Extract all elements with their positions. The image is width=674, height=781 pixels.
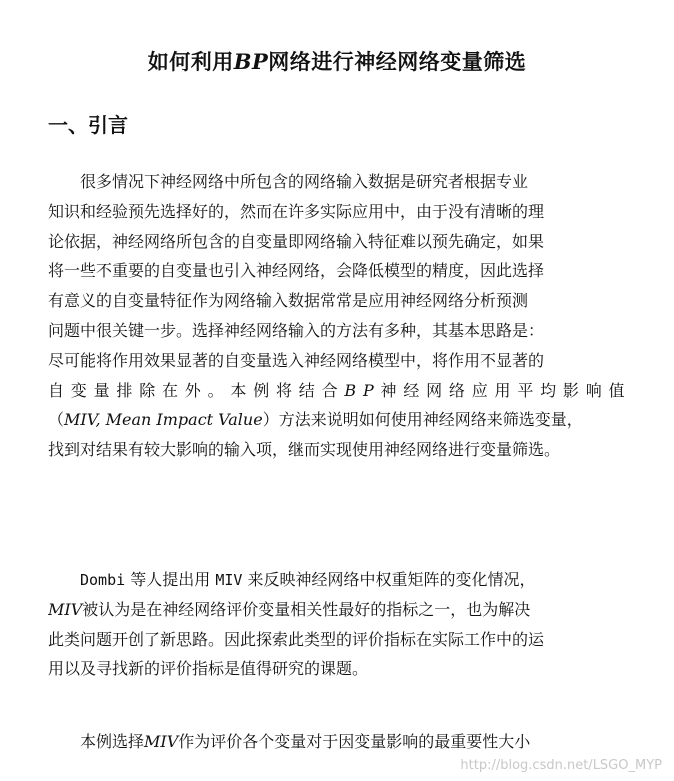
title-suffix: 网络进行神经网络变量筛选	[268, 50, 527, 74]
line-text: 本例选择	[80, 732, 145, 751]
paragraph-line: 很多情况下神经网络中所包含的网络输入数据是研究者根据专业	[80, 172, 529, 191]
paragraph-line	[48, 565, 634, 595]
line-text: 等人提出用	[125, 570, 216, 589]
paragraph-line	[48, 595, 634, 625]
paragraph-line	[48, 405, 634, 435]
paragraph-line: 知识和经验预先选择好的，然而在许多实际应用中，由于没有清晰的理	[48, 201, 545, 221]
paragraph-2	[48, 565, 634, 684]
blog-watermark: http://blog.csdn.net/LSGO_MYP	[460, 758, 662, 773]
bp-term: BP	[344, 380, 381, 400]
paragraph-line: 找到对结果有较大影响的输入项，继而实现使用神经网络进行变量筛选。	[48, 440, 561, 460]
paragraph-line: 问题中很关键一步。选择神经网络输入的方法有多种，其基本思路是：	[48, 320, 545, 340]
paragraph-line: 用以及寻找新的评价指标是值得研究的课题。	[48, 659, 369, 679]
paragraph-line: 尽可能将作用效果显著的自变量选入神经网络模型中，将作用不显著的	[48, 350, 545, 370]
paragraph-1	[48, 167, 634, 465]
line-text: 作为评价各个变量对于因变量影响的最重要性大小	[178, 732, 531, 751]
section-heading: 一、引言	[48, 113, 128, 137]
paragraph-3	[48, 727, 634, 757]
document-title	[0, 46, 674, 76]
paragraph-line	[48, 376, 634, 406]
line-text: 神经网络应用平均影响值	[380, 380, 632, 400]
paragraph-line: 有意义的自变量特征作为网络输入数据常常是应用神经网络分析预测	[48, 291, 529, 311]
paragraph-line: 将一些不重要的自变量也引入神经网络，会降低模型的精度，因此选择	[48, 261, 545, 281]
line-text: 来反映神经网络中权重矩阵的变化情况，	[242, 570, 536, 589]
line-text: ）方法来说明如何使用神经网络来筛选变量，	[262, 410, 583, 430]
paragraph-line: 论依据，神经网络所包含的自变量即网络输入特征难以预先确定，如果	[48, 231, 545, 251]
author-name: Dombi	[80, 571, 126, 589]
miv-term: MIV	[215, 571, 243, 589]
miv-term: MIV, Mean Impact Value	[64, 410, 263, 430]
paragraph-line	[48, 727, 634, 757]
miv-term: MIV	[144, 732, 179, 751]
line-text: （	[48, 410, 65, 430]
title-bp-term: BP	[233, 49, 269, 74]
miv-term: MIV	[48, 599, 83, 619]
title-prefix: 如何利用	[147, 50, 234, 74]
line-text: 被认为是在神经网络评价变量相关性最好的指标之一，也为解决	[82, 599, 531, 619]
paragraph-line: 此类问题开创了新思路。因此探索此类型的评价指标在实际工作中的运	[48, 629, 545, 649]
line-text: 自变量排除在外。本例将结合	[48, 380, 345, 400]
